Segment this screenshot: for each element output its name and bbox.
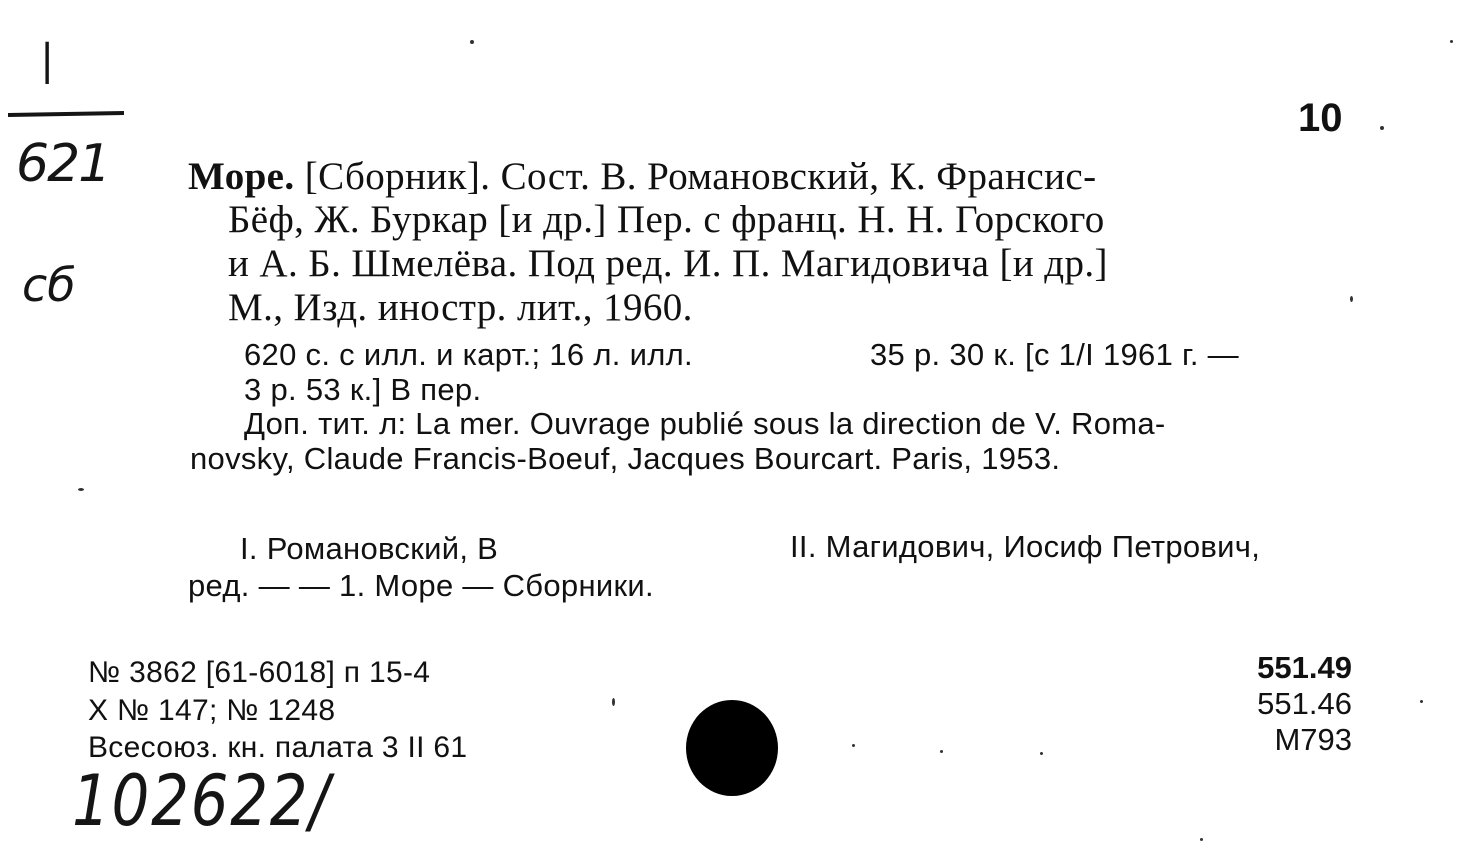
subject-entry-1: I. Романовский, В bbox=[240, 531, 499, 566]
subject-entry-3: ред. — — 1. Море — Сборники. bbox=[188, 568, 654, 603]
imprint-line-2: X № 147; № 1248 bbox=[88, 694, 336, 727]
imprint-line-3: Всесоюз. кн. палата 3 II 61 bbox=[88, 731, 468, 764]
collation-line-2: 3 р. 53 к.] В пер. bbox=[244, 372, 482, 407]
scan-speck bbox=[852, 744, 855, 747]
main-entry-line-1 bbox=[188, 154, 1096, 199]
scan-speck bbox=[1380, 126, 1384, 130]
note-line-1: Доп. тит. л: La mer. Ouvrage publié sous la direction de V. Roma- bbox=[244, 406, 1166, 441]
entry-heading: Море. bbox=[188, 155, 295, 198]
punch-hole bbox=[686, 700, 778, 796]
subject-entry-2: II. Магидович, Иосиф Петрович, bbox=[790, 529, 1261, 564]
scan-speck bbox=[612, 698, 615, 706]
inventory-number: 102622/ bbox=[72, 760, 332, 842]
shelf-mark-top: I bbox=[42, 30, 53, 98]
scan-speck bbox=[1350, 296, 1353, 302]
main-entry-line-4: М., Изд. иностр. лит., 1960. bbox=[228, 286, 693, 329]
classification-code-2: 551.46 bbox=[1257, 686, 1352, 721]
note-line-2: novsky, Claude Francis-Boeuf, Jacques Bourcart. Paris, 1953. bbox=[190, 441, 1061, 476]
imprint-line-1: № 3862 [61-6018] п 15-4 bbox=[88, 656, 431, 689]
scan-speck bbox=[1040, 752, 1043, 755]
collation-price: 35 р. 30 к. [с 1/I 1961 г. — bbox=[870, 337, 1239, 372]
classification-code-1: 551.49 bbox=[1257, 650, 1352, 685]
scan-speck bbox=[470, 40, 474, 44]
shelf-mark-sb: сб bbox=[22, 258, 76, 312]
scan-speck bbox=[1450, 40, 1453, 43]
scan-speck bbox=[940, 750, 943, 753]
shelf-mark-divider bbox=[8, 111, 124, 117]
main-entry-line-2: Бёф, Ж. Буркар [и др.] Пер. с франц. Н. Н. Горского bbox=[228, 198, 1105, 241]
collation-line-1: 620 с. с илл. и карт.; 16 л. илл. bbox=[244, 337, 693, 372]
scan-speck bbox=[1420, 700, 1423, 703]
classification-code-3: М793 bbox=[1274, 722, 1352, 757]
shelf-mark-bottom: 621 bbox=[16, 134, 110, 194]
scan-speck bbox=[1200, 838, 1203, 841]
card-number: 10 bbox=[1298, 96, 1343, 140]
main-entry-line-3: и А. Б. Шмелёва. Под ред. И. П. Магидовича [и др.] bbox=[228, 242, 1108, 285]
main-entry-line-1-rest: [Сборник]. Сост. В. Романовский, К. Франсис- bbox=[294, 155, 1097, 198]
scan-speck bbox=[78, 488, 84, 491]
